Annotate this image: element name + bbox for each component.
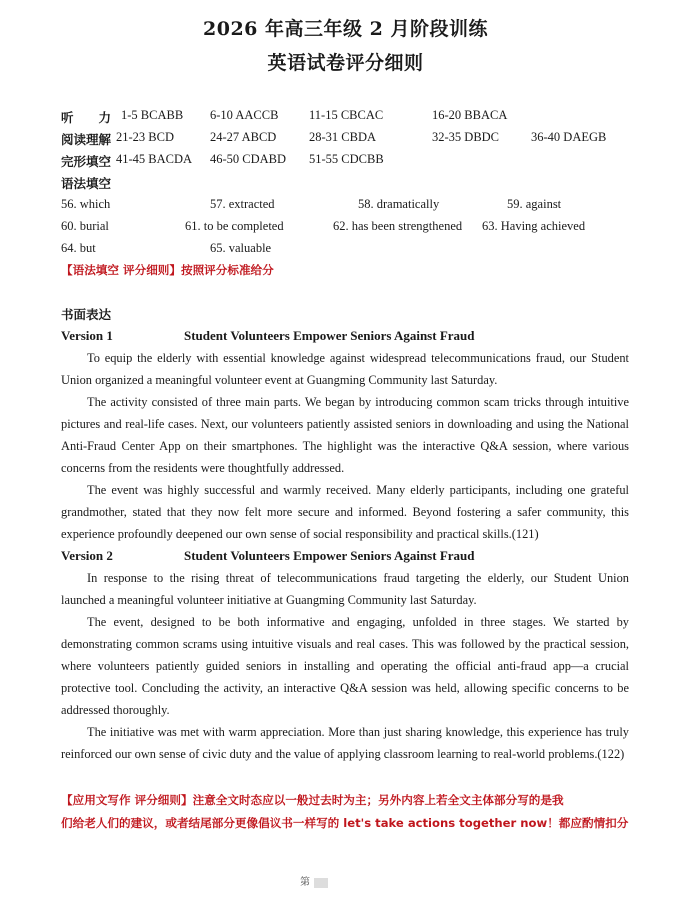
grammar-item: 60. burial bbox=[61, 219, 109, 233]
page-footer bbox=[300, 873, 328, 888]
cloze-group: 41-45 BACDA bbox=[116, 152, 193, 166]
reading-group: 28-31 CBDA bbox=[309, 130, 377, 144]
listening-group: 6-10 AACCB bbox=[210, 108, 279, 122]
reading-label: 阅读理解 bbox=[61, 132, 112, 147]
essay-paragraph: The event, designed to be both informative and engaging, unfolded in three stages. We started by demonstrating common scrams using intuitive visuals and real cases. This was followed by the practical session, where volunteers patiently guided seniors in installing and operating the official anti-fraud app—a crucial protective tool. Concluding the activity, an interactive Q&A session was held, allowing specific concerns to be addressed thoroughly. bbox=[61, 615, 629, 717]
grammar-item: 62. has been strengthened bbox=[333, 219, 463, 233]
writing-label: 书面表达 bbox=[61, 307, 112, 322]
grammar-grading-note: 【语法填空 评分细则】按照评分标准给分 bbox=[61, 263, 274, 277]
grammar-label: 语法填空 bbox=[61, 176, 112, 191]
page-subtitle: 英语试卷评分细则 bbox=[267, 52, 424, 74]
cloze-group: 51-55 CDCBB bbox=[309, 152, 384, 166]
writing-grading-note: 【应用文写作 评分细则】注意全文时态应以一般过去时为主；另外内容上若全文主体部分写的是我 bbox=[61, 793, 564, 807]
cloze-group: 46-50 CDABD bbox=[210, 152, 287, 166]
version-label: Version 2 bbox=[61, 548, 113, 563]
reading-group: 36-40 DAEGB bbox=[531, 130, 607, 144]
listening-group: 16-20 BBACA bbox=[432, 108, 508, 122]
essay-paragraph: In response to the rising threat of telecommunications fraud targeting the elderly, our Student Union launched a meaningful volunteer initiative at Guangming Community last Saturday. bbox=[61, 571, 629, 607]
essay-paragraph: The activity consisted of three main parts. We began by introducing common scam tricks through intuitive pictures and real-life cases. Next, our volunteers patiently assisted seniors in downloading and using the National Anti-Fraud Center App on their smartphones. The highlight was the interactive Q&A session, where various concerns from the residents were thoughtfully addressed. bbox=[61, 395, 629, 475]
grammar-item: 58. dramatically bbox=[358, 197, 440, 211]
essay-paragraph: The initiative was met with warm appreciation. More than just sharing knowledge, this experience has truly reinforced our own sense of civic duty and the value of applying classroom learning to real-world problems.(122) bbox=[61, 725, 629, 761]
cloze-label: 完形填空 bbox=[61, 154, 112, 169]
version-2-heading bbox=[61, 548, 475, 564]
grammar-item: 61. to be completed bbox=[185, 219, 284, 233]
grammar-item: 63. Having achieved bbox=[482, 219, 586, 233]
listening-group: 11-15 CBCAC bbox=[309, 108, 384, 122]
reading-group: 32-35 DBDC bbox=[432, 130, 500, 144]
essay-title: Student Volunteers Empower Seniors Against Fraud bbox=[184, 548, 475, 563]
grammar-item: 64. but bbox=[61, 241, 96, 255]
page-number-label: 第 bbox=[300, 877, 310, 888]
reading-group: 21-23 BCD bbox=[116, 130, 174, 144]
listening-label: 听 力 bbox=[61, 110, 112, 125]
grammar-item: 56. which bbox=[61, 197, 111, 211]
version-1-heading bbox=[61, 328, 475, 344]
essay-paragraph: The event was highly successful and warmly received. Many elderly participants, including one grateful grandmother, stated that they now felt more secure and informed. Beyond fostering a safer community, this experience profoundly deepened our own sense of social responsibility and practical skills.(121) bbox=[61, 483, 629, 541]
page-title: 2026 年高三年级 2 月阶段训练 bbox=[203, 18, 488, 40]
version-label: Version 1 bbox=[61, 328, 113, 343]
writing-grading-note: 们给老人们的建议，或者结尾部分更像倡议书一样写的 let's take actions together now！都应酌情扣分 bbox=[61, 816, 629, 830]
grammar-item: 59. against bbox=[507, 197, 562, 211]
essay-title: Student Volunteers Empower Seniors Against Fraud bbox=[184, 328, 475, 343]
listening-group: 1-5 BCABB bbox=[121, 108, 184, 122]
grammar-item: 65. valuable bbox=[210, 241, 272, 255]
page-number-mark bbox=[314, 878, 328, 888]
essay-paragraph: To equip the elderly with essential knowledge against widespread telecommunications fraud, our Student Union organized a meaningful volunteer event at Guangming Community last Saturday. bbox=[61, 351, 629, 387]
grammar-item: 57. extracted bbox=[210, 197, 275, 211]
reading-group: 24-27 ABCD bbox=[210, 130, 277, 144]
